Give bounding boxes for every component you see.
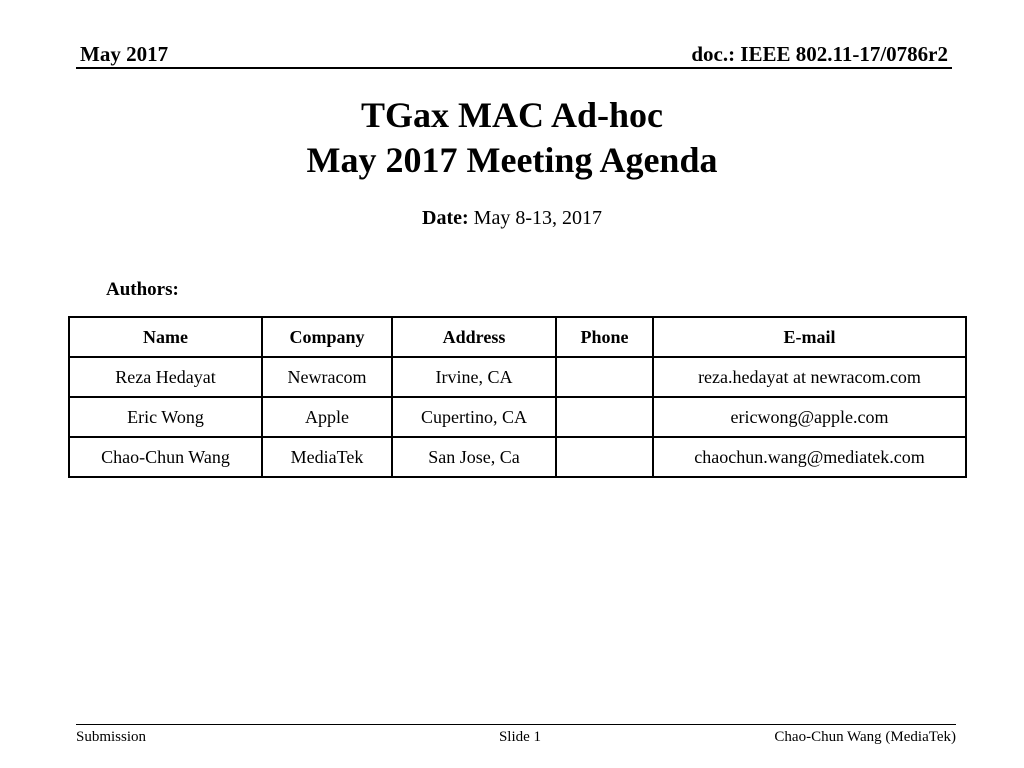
authors-label: Authors:	[106, 279, 179, 300]
cell-company: MediaTek	[262, 437, 392, 477]
column-header-company: Company	[262, 317, 392, 357]
title-line-2: May 2017 Meeting Agenda	[306, 140, 718, 180]
date-label: Date:	[422, 207, 469, 229]
cell-phone	[556, 437, 653, 477]
header-date: May 2017	[80, 42, 169, 66]
cell-name: Reza Hedayat	[69, 357, 262, 397]
cell-email: ericwong@apple.com	[653, 397, 966, 437]
footer-author: Chao-Chun Wang (MediaTek)	[774, 729, 956, 745]
footer-submission: Submission	[76, 729, 147, 745]
cell-phone	[556, 357, 653, 397]
footer-slide-number: Slide 1	[498, 729, 542, 745]
title-line-1: TGax MAC Ad-hoc	[360, 95, 663, 135]
table-header-row	[69, 317, 966, 357]
authors-table	[68, 316, 967, 478]
cell-company: Apple	[262, 397, 392, 437]
cell-address: Irvine, CA	[392, 357, 556, 397]
cell-name: Eric Wong	[69, 397, 262, 437]
footer-divider	[76, 724, 956, 725]
cell-phone	[556, 397, 653, 437]
slide-title	[0, 93, 1024, 183]
column-header-phone: Phone	[556, 317, 653, 357]
header-divider	[76, 67, 952, 69]
column-header-name: Name	[69, 317, 262, 357]
cell-email: chaochun.wang@mediatek.com	[653, 437, 966, 477]
cell-email: reza.hedayat at newracom.com	[653, 357, 966, 397]
cell-name: Chao-Chun Wang	[69, 437, 262, 477]
table-row	[69, 357, 966, 397]
cell-company: Newracom	[262, 357, 392, 397]
table-row	[69, 397, 966, 437]
column-header-address: Address	[392, 317, 556, 357]
date-value: May 8-13, 2017	[468, 207, 602, 229]
cell-address: San Jose, Ca	[392, 437, 556, 477]
header-doc-id: doc.: IEEE 802.11-17/0786r2	[691, 42, 948, 66]
table-row	[69, 437, 966, 477]
cell-address: Cupertino, CA	[392, 397, 556, 437]
column-header-email: E-mail	[653, 317, 966, 357]
date-line	[0, 205, 1024, 231]
